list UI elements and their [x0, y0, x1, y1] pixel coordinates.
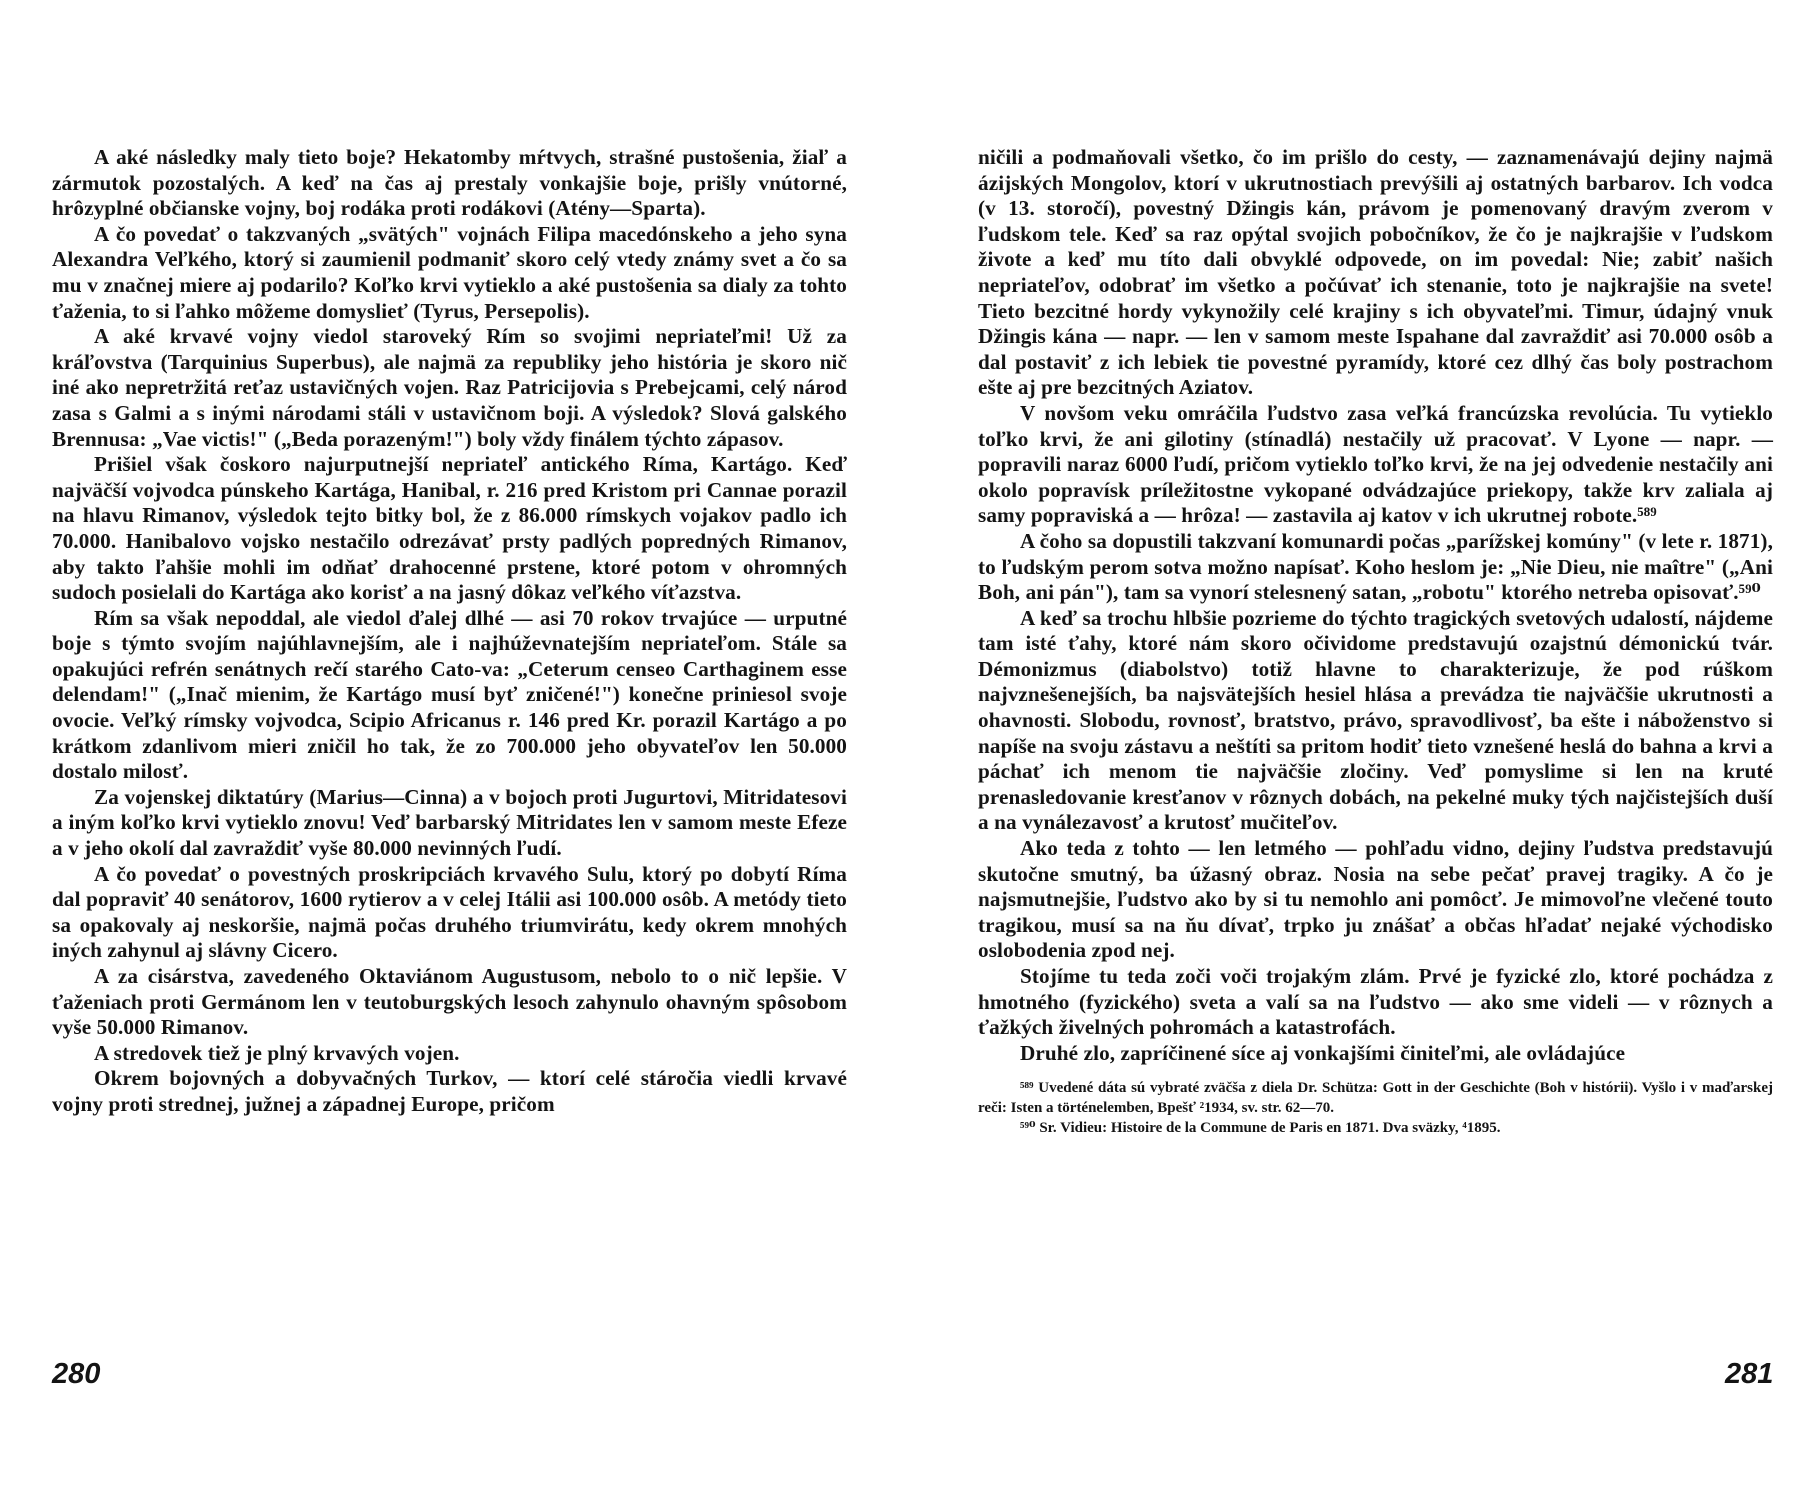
paragraph: Za vojenskej diktatúry (Marius—Cinna) a v bojoch proti Jugurtovi, Mitridatesovi a iným koľko krvi vytieklo znovu! Veď barbarský Mitridates len v samom meste Efeze a v jeho okolí dal zavraždiť vyše 80.000 nevinných ľudí.: [52, 784, 847, 861]
paragraph: A čo povedať o povestných proskripciách krvavého Sulu, ktorý po dobytí Ríma dal popraviť 40 senátorov, 1600 rytierov a v celej Itálii asi 100.000 osôb. A metódy tieto sa opakovaly aj neskoršie, najmä počas druhého triumvirátu, kedy okrem mnohých iných zahynul aj slávny Cicero.: [52, 861, 847, 963]
paragraph: A keď sa trochu hlbšie pozrieme do týchto tragických svetových udalostí, nájdeme tam isté ťahy, ktoré nám skoro očividome predstavujú ozajstnú démonickú tvár. Démonizmus (diabolstvo) totiž hlavne to charakterizuje, že pod rúškom najvznešenejších, ba najsvätejších hesiel hlása a prevádza tie najväčšie ukrutnosti a ohavnosti. Slobodu, rovnosť, bratstvo, právo, spravodlivosť, ba ešte i náboženstvo si napíše na svoju zástavu a neštíti sa pritom hodiť tieto vznešené heslá do bahna a krvi a páchať ich menom tie najväčšie zločiny. Veď pomyslime si len na kruté prenasledovanie kresťanov v rôznych dobách, na pekelné muky tých najčistejších duší a na vynálezavosť a krutosť mučiteľov.: [978, 605, 1773, 835]
paragraph: Druhé zlo, zapríčinené síce aj vonkajšími činiteľmi, ale ovládajúce: [1020, 1040, 1626, 1065]
paragraph: A za cisárstva, zavedeného Oktaviánom Augustusom, nebolo to o nič lepšie. V ťaženiach proti Germánom len v teutoburgských lesoch zahynulo ohavným spôsobom vyše 50.000 Rimanov.: [52, 964, 847, 1040]
paragraph: Stojíme tu teda zoči voči trojakým zlám. Prvé je fyzické zlo, ktoré pochádza z hmotného (fyzického) sveta a valí sa na ľudstvo — ako sme videli — v rôznych a ťažkých živelných pohromách a katastrofách.: [978, 964, 1773, 1040]
paragraph: A stredovek tiež je plný krvavých vojen.: [94, 1040, 460, 1065]
paragraph: V novšom veku omráčila ľudstvo zasa veľká francúzska revolúcia. Tu vytieklo toľko krvi, že ani gilotiny (stínadlá) nestačily už pracovať. V Lyone — napr. — popravili naraz 6000 ľudí, pričom vytieklo toľko krvi, že na jej odvedenie nestačily ani okolo popravísk príležitostne vykopané odvádzajúce priekopy, takže krv zaliala aj samy popraviská a — hrôza! — zastavila aj katov v ich ukrutnej robote.⁵⁸⁹: [978, 400, 1773, 528]
paragraph: ničili a podmaňovali všetko, čo im prišlo do cesty, — zaznamenávajú dejiny najmä ázijských Mongolov, ktorí v ukrutnostiach prevýšili aj ostatných barbarov. Ich vodca (v 13. storočí), povestný Džingis kán, právom je pomenovaný dravým zverom v ľudskom tele. Keď sa raz opýtal svojich pobočníkov, že čo je najkrajšie v ľudskom živote a keď mu títo dali obvyklé odpovede, on im povedal: Nie; zabiť našich nepriateľov, odobrať im všetko a počúvať ich stenanie, toto je najkrajšie na svete! Tieto bezcitné hordy vykynožily celé krajiny s ich obyvateľmi. Timur, údajný vnuk Džingis kána — napr. — len v samom meste Ispahane dal zavraždiť asi 70.000 osôb a dal postaviť z ich lebiek tie povestné pyramídy, ktoré cez dlhý čas boly postrachom ešte aj pre bezcitných Aziatov.: [978, 145, 1773, 400]
paragraph: Ako teda z tohto — len letmého — pohľadu vidno, dejiny ľudstva predstavujú skutočne smutný, ba úžasný obraz. Nosia na sebe pečať pravej tragiky. A čo je najsmutnejšie, ľudstvo ako by si tu nemohlo ani pomôcť. Je mimovoľne vlečené touto tragikou, musí sa na ňu dívať, trpko ju znášať a občas hľadať nejaké východisko oslobodenia zpod nej.: [978, 836, 1773, 963]
paragraph: Okrem bojovných a dobyvačných Turkov, — ktorí celé stáročia viedli krvavé vojny proti strednej, južnej a západnej Europe, pričom: [52, 1066, 847, 1116]
left-page: [52, 145, 847, 1118]
page-number-right: 281: [1725, 1358, 1774, 1390]
footnotes: [978, 1078, 1773, 1138]
paragraph: A čoho sa dopustili takzvaní komunardi počas „parížskej komúny" (v lete r. 1871), to ľudským perom sotva možno napísať. Koho heslom je: „Nie Dieu, nie maître" („Ani Boh, ani pán"), tam sa vynorí stelesnený satan, „robotu" ktorého netreba opisovať.⁵⁹⁰: [978, 528, 1773, 605]
right-page-body: [978, 145, 1773, 1066]
paragraph: Prišiel však čoskoro najurputnejší nepriateľ antického Ríma, Kartágo. Keď najväčší vojvodca púnskeho Kartága, Hanibal, r. 216 pred Kristom pri Cannae porazil na hlavu Rimanov, výsledok tejto bitky bol, že z 86.000 rímskych vojakov padlo ich 70.000. Hanibalovo vojsko nestačilo odrezávať prsty padlých popredných Rimanov, aby takto ľahšie mohli im odňať drahocenné prstene, ktoré potom v ohromných sudoch posielali do Kartága ako korisť a na jasný dôkaz veľkého víťazstva.: [52, 452, 847, 605]
paragraph: A aké krvavé vojny viedol staroveký Rím so svojimi nepriateľmi! Už za kráľovstva (Tarquinius Superbus), ale najmä za republiky jeho história je skoro nič iné ako nepretržitá reťaz ustavičných vojen. Raz Patricijovia s Prebejcami, celý národ zasa s Galmi a s inými národami stáli v ustavičnom boji. A výsledok? Slová galského Brennusa: „Vae victis!" („Beda porazeným!") boly vždy finálem týchto zápasov.: [52, 324, 847, 451]
paragraph: Rím sa však nepoddal, ale viedol ďalej dlhé — asi 70 rokov trvajúce — urputné boje s týmto svojím najúhlavnejším, ale i najhúževnatejším nepriateľom. Stále sa opakujúci refrén senátnych rečí starého Cato-va: „Ceterum censeo Carthaginem esse delendam!" („Inač mienim, že Kartágo musí byť zničené!") konečne priniesol svoje ovocie. Veľký rímsky vojvodca, Scipio Africanus r. 146 pred Kr. porazil Kartágo a po krátkom zdanlivom mieri zničil ho tak, že zo 700.000 jeho obyvateľov len 50.000 dostalo milosť.: [52, 605, 847, 784]
footnote-590: ⁵⁹⁰ Sr. Vidieu: Histoire de la Commune de Paris en 1871. Dva sväzky, ⁴1895.: [1020, 1120, 1501, 1137]
right-page: [978, 145, 1773, 1138]
paragraph: A aké následky maly tieto boje? Hekatomby mŕtvych, strašné pustošenia, žiaľ a zármutok pozostalých. A keď na čas aj prestaly vonkajšie boje, prišly vnútorné, hrôzyplné občianske vojny, boj rodáka proti rodákovi (Atény—Sparta).: [52, 145, 847, 221]
footnote-589: ⁵⁸⁹ Uvedené dáta sú vybraté zväčša z diela Dr. Schütza: Gott in der Geschichte (Boh v histórii). Vyšlo i v maďarskej reči: Isten a történelemben, Bpešť ²1934, sv. str. 62—70.: [978, 1080, 1773, 1117]
paragraph: A čo povedať o takzvaných „svätých" vojnách Filipa macedónskeho a jeho syna Alexandra Veľkého, ktorý si zaumienil podmaniť skoro celý vtedy známy svet a čo sa mu v značnej miere aj podarilo? Koľko krvi vytieklo a aké pustošenia sa dialy za tohto ťaženia, to si ľahko môžeme domyslieť (Tyrus, Persepolis).: [52, 221, 847, 323]
left-page-body: [52, 145, 847, 1118]
page-number-left: 280: [52, 1358, 101, 1390]
